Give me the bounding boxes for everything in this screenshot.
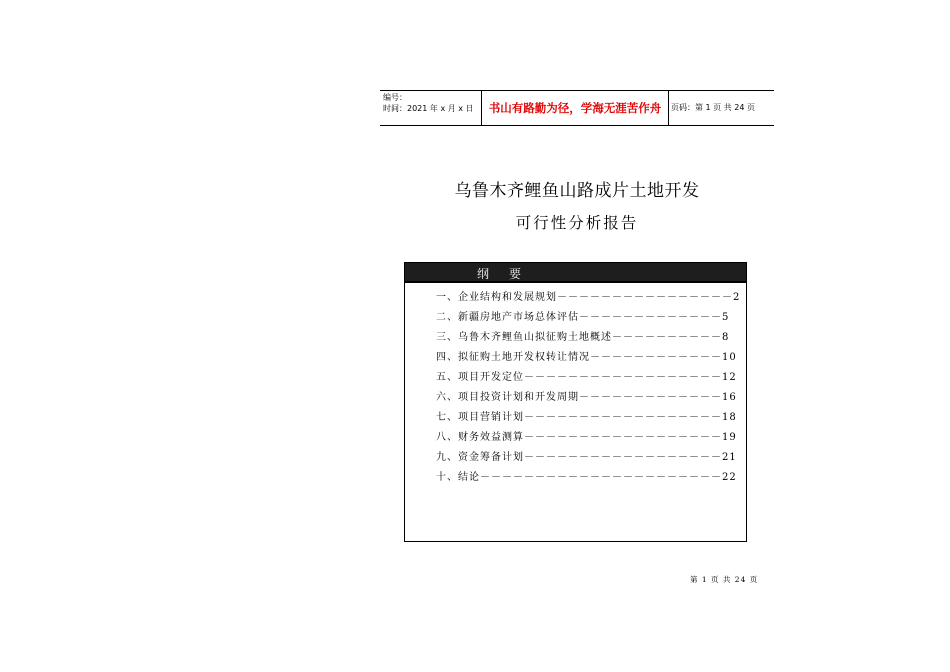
toc-item[interactable]: 一、企业结构和发展规划－－－－－－－－－－－－－－－－2 [436, 292, 741, 303]
toc-item[interactable]: 二、新疆房地产市场总体评估－－－－－－－－－－－－－5 [436, 312, 730, 323]
toc-item[interactable]: 六、项目投资计划和开发周期－－－－－－－－－－－－－16 [436, 392, 737, 403]
toc-item[interactable]: 八、财务效益测算－－－－－－－－－－－－－－－－－－19 [436, 432, 737, 443]
document-number-label: 编号： [383, 93, 407, 102]
page-header [380, 90, 774, 126]
toc-item[interactable]: 十、结论－－－－－－－－－－－－－－－－－－－－－－22 [436, 472, 737, 483]
toc-heading-bar [405, 263, 746, 283]
header-page-info: 页码：第 1 页 共 24 页 [671, 103, 755, 112]
toc-item[interactable]: 七、项目营销计划－－－－－－－－－－－－－－－－－－18 [436, 412, 737, 423]
document-title: 乌鲁木齐鲤鱼山路成片土地开发 [454, 181, 700, 201]
header-slogan: 书山有路勤为径，学海无涯苦作舟 [481, 91, 669, 125]
table-of-contents [404, 262, 747, 542]
header-meta [380, 91, 481, 125]
document-subtitle: 可行性分析报告 [515, 214, 639, 232]
page-footer: 第 1 页 共 24 页 [690, 575, 759, 584]
toc-item[interactable]: 三、乌鲁木齐鲤鱼山拟征购土地概述－－－－－－－－－－8 [436, 332, 730, 343]
toc-heading: 纲要 [477, 267, 542, 281]
toc-item[interactable]: 四、拟征购土地开发权转让情况－－－－－－－－－－－－10 [436, 352, 737, 363]
toc-item[interactable]: 五、项目开发定位－－－－－－－－－－－－－－－－－－12 [436, 372, 737, 383]
toc-item[interactable]: 九、资金筹备计划－－－－－－－－－－－－－－－－－－21 [436, 452, 737, 463]
document-date: 时间：2021 年 x 月 x 日 [383, 104, 474, 113]
toc-list [436, 288, 746, 488]
